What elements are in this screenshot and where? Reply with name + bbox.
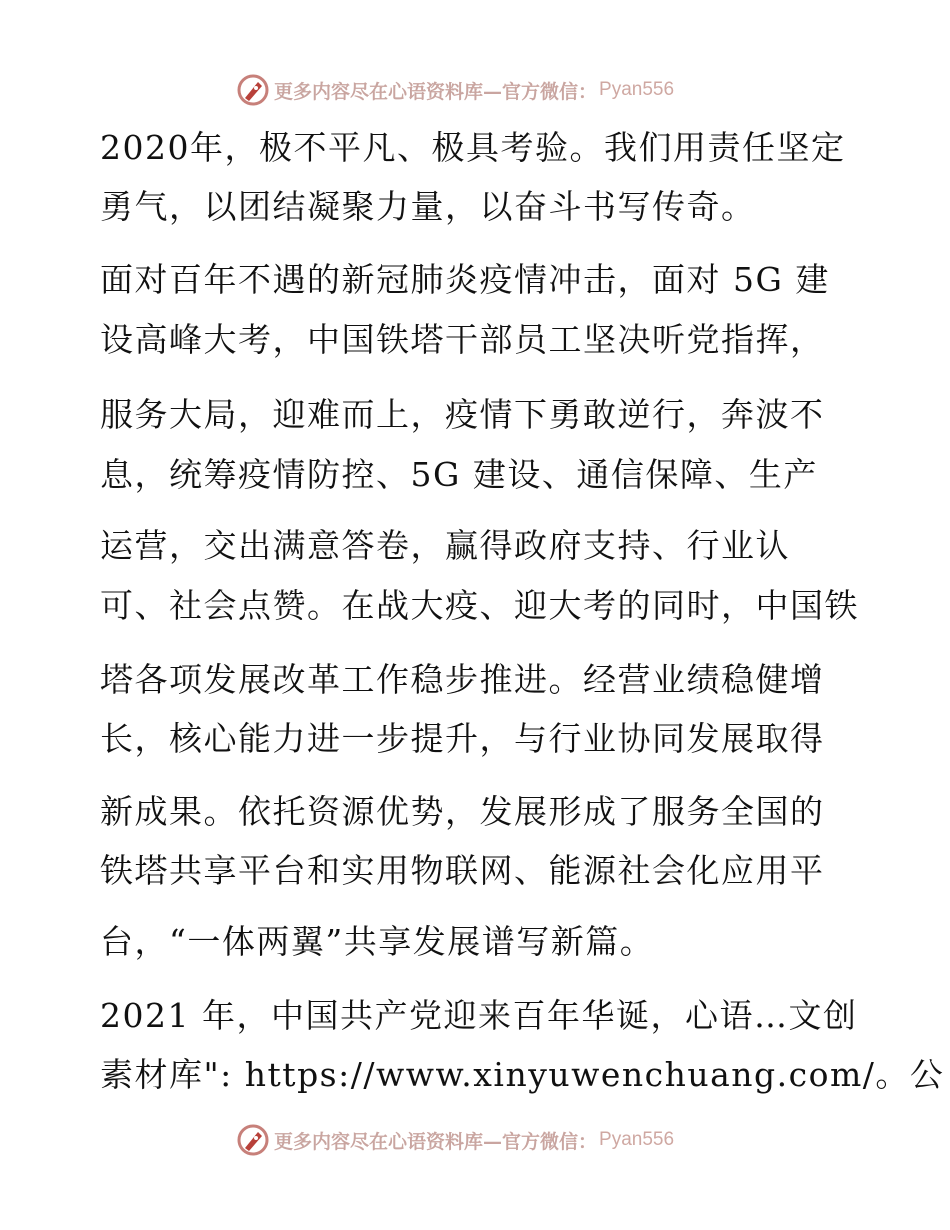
watermark-wechat-id: Pyan556 xyxy=(599,1129,675,1150)
watermark-text: 更多内容尽在心语资料库—官方微信： xyxy=(274,1130,598,1153)
body-line: 2021 年，中国共产党迎来百年华诞，心语…文创 xyxy=(100,996,858,1035)
watermark-wechat-id: Pyan556 xyxy=(599,79,675,100)
body-line: 长，核心能力进一步提升，与行业协同发展取得 xyxy=(100,719,825,758)
body-line: 2020年，极不平凡、极具考验。我们用责任坚定 xyxy=(100,128,846,167)
footer-watermark xyxy=(236,1123,674,1157)
body-line: 素材库": https://www.xinyuwenchuang.com/。公 xyxy=(100,1055,945,1094)
body-line: 设高峰大考，中国铁塔干部员工坚决听党指挥， xyxy=(100,320,825,359)
body-line: 可、社会点赞。在战大疫、迎大考的同时，中国铁 xyxy=(100,586,859,625)
body-line: 塔各项发展改革工作稳步推进。经营业绩稳健增 xyxy=(100,660,825,699)
body-line: 服务大局，迎难而上，疫情下勇敢逆行，奔波不 xyxy=(100,395,825,434)
body-line: 运营，交出满意答卷，赢得政府支持、行业认 xyxy=(100,526,790,565)
body-line: 铁塔共享平台和实用物联网、能源社会化应用平 xyxy=(100,851,825,890)
watermark-text: 更多内容尽在心语资料库—官方微信： xyxy=(274,80,598,103)
body-line: 新成果。依托资源优势，发展形成了服务全国的 xyxy=(100,792,825,831)
body-line: 勇气，以团结凝聚力量，以奋斗书写传奇。 xyxy=(100,187,756,226)
pen-nib-logo-icon xyxy=(236,1123,270,1157)
body-line: 面对百年不遇的新冠肺炎疫情冲击，面对 5G 建 xyxy=(100,260,830,299)
body-line: 息，统筹疫情防控、5G 建设、通信保障、生产 xyxy=(100,455,818,494)
body-line: 台，“一体两翼”共享发展谱写新篇。 xyxy=(100,922,655,961)
